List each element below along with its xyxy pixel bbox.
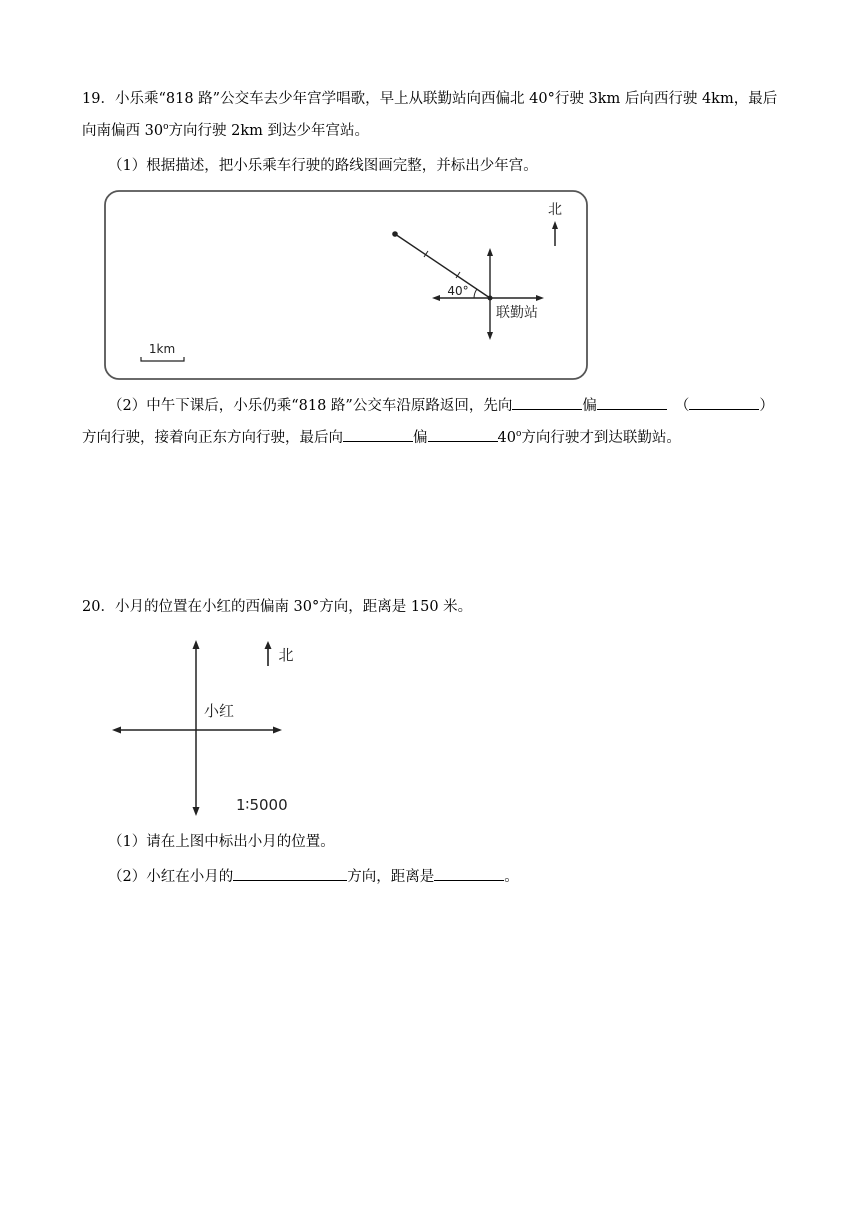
q19-line2 bbox=[82, 120, 369, 142]
q19-sub2-text-d: ） bbox=[759, 398, 774, 414]
q20-sub2-text-c: 。 bbox=[504, 869, 519, 885]
q19-station-label: 联勤站 bbox=[496, 305, 538, 321]
q20-position-diagram bbox=[108, 636, 308, 820]
answer-blank-6[interactable] bbox=[233, 864, 347, 881]
q20-line1 bbox=[82, 596, 472, 618]
q20-scale-label: 1∶5000 bbox=[236, 796, 288, 814]
diagram-frame bbox=[105, 191, 587, 379]
q19-angle-arc bbox=[474, 289, 477, 298]
degree-mark-2: o bbox=[515, 429, 522, 440]
q19-sub2-text-a: （2）中午下课后，小乐仍乘“818 路”公交车沿原路返回，先向 bbox=[108, 398, 513, 414]
q19-sub1: （1）根据描述，把小乐乘车行驶的路线图画完整，并标出少年宫。 bbox=[108, 158, 538, 174]
q19-number: 19． bbox=[82, 91, 115, 107]
q19-route-diagram bbox=[100, 188, 592, 384]
answer-blank-1[interactable] bbox=[512, 393, 582, 410]
q20-number: 20． bbox=[82, 599, 115, 615]
q19-sub2-text-h: 方向行驶才到达联勤站。 bbox=[521, 430, 681, 446]
answer-blank-4[interactable] bbox=[343, 425, 413, 442]
route-start-point bbox=[392, 231, 398, 237]
q19-sub2-line1 bbox=[108, 393, 774, 417]
answer-blank-7[interactable] bbox=[434, 864, 504, 881]
station-point bbox=[488, 296, 493, 301]
q20-north-label: 北 bbox=[278, 646, 294, 664]
q20-center-label: 小红 bbox=[204, 702, 235, 720]
q19-angle-label: 40° bbox=[447, 284, 469, 298]
q19-text-2b: 方向行驶 2km 到达少年宫站。 bbox=[168, 123, 369, 139]
answer-blank-2[interactable] bbox=[597, 393, 667, 410]
q19-sub2-text-f: 偏 bbox=[413, 430, 428, 446]
q19-route-segment bbox=[395, 234, 490, 298]
q19-sub2-text-e: 方向行驶，接着向正东方向行驶，最后向 bbox=[82, 430, 343, 446]
q20-sub2-text-a: （2）小红在小月的 bbox=[108, 869, 234, 885]
q19-sub2-text-g: 40 bbox=[497, 430, 516, 446]
q20-text-1: 小月的位置在小红的西偏南 30°方向，距离是 150 米。 bbox=[114, 599, 473, 615]
q19-sub2-line2 bbox=[82, 425, 681, 449]
q19-sub2-text-b: 偏 bbox=[582, 398, 597, 414]
q19-north-label: 北 bbox=[548, 202, 562, 218]
answer-blank-5[interactable] bbox=[428, 425, 498, 442]
q19-scale-bar bbox=[141, 357, 184, 361]
answer-blank-3[interactable] bbox=[689, 393, 759, 410]
q19-text-2a: 向南偏西 30 bbox=[82, 123, 164, 139]
q20-sub2 bbox=[108, 864, 519, 888]
q19-scale-label: 1km bbox=[148, 342, 176, 356]
q20-sub2-text-b: 方向，距离是 bbox=[347, 869, 435, 885]
q20-sub1: （1）请在上图中标出小月的位置。 bbox=[108, 834, 335, 850]
q19-line1 bbox=[82, 88, 777, 110]
q19-text-1: 小乐乘“818 路”公交车去少年宫学唱歌，早上从联勤站向西偏北 40°行驶 3km 后向西行驶 4km，最后 bbox=[114, 91, 778, 107]
degree-mark: o bbox=[163, 122, 169, 133]
q19-sub2-text-c: （ bbox=[674, 398, 690, 414]
